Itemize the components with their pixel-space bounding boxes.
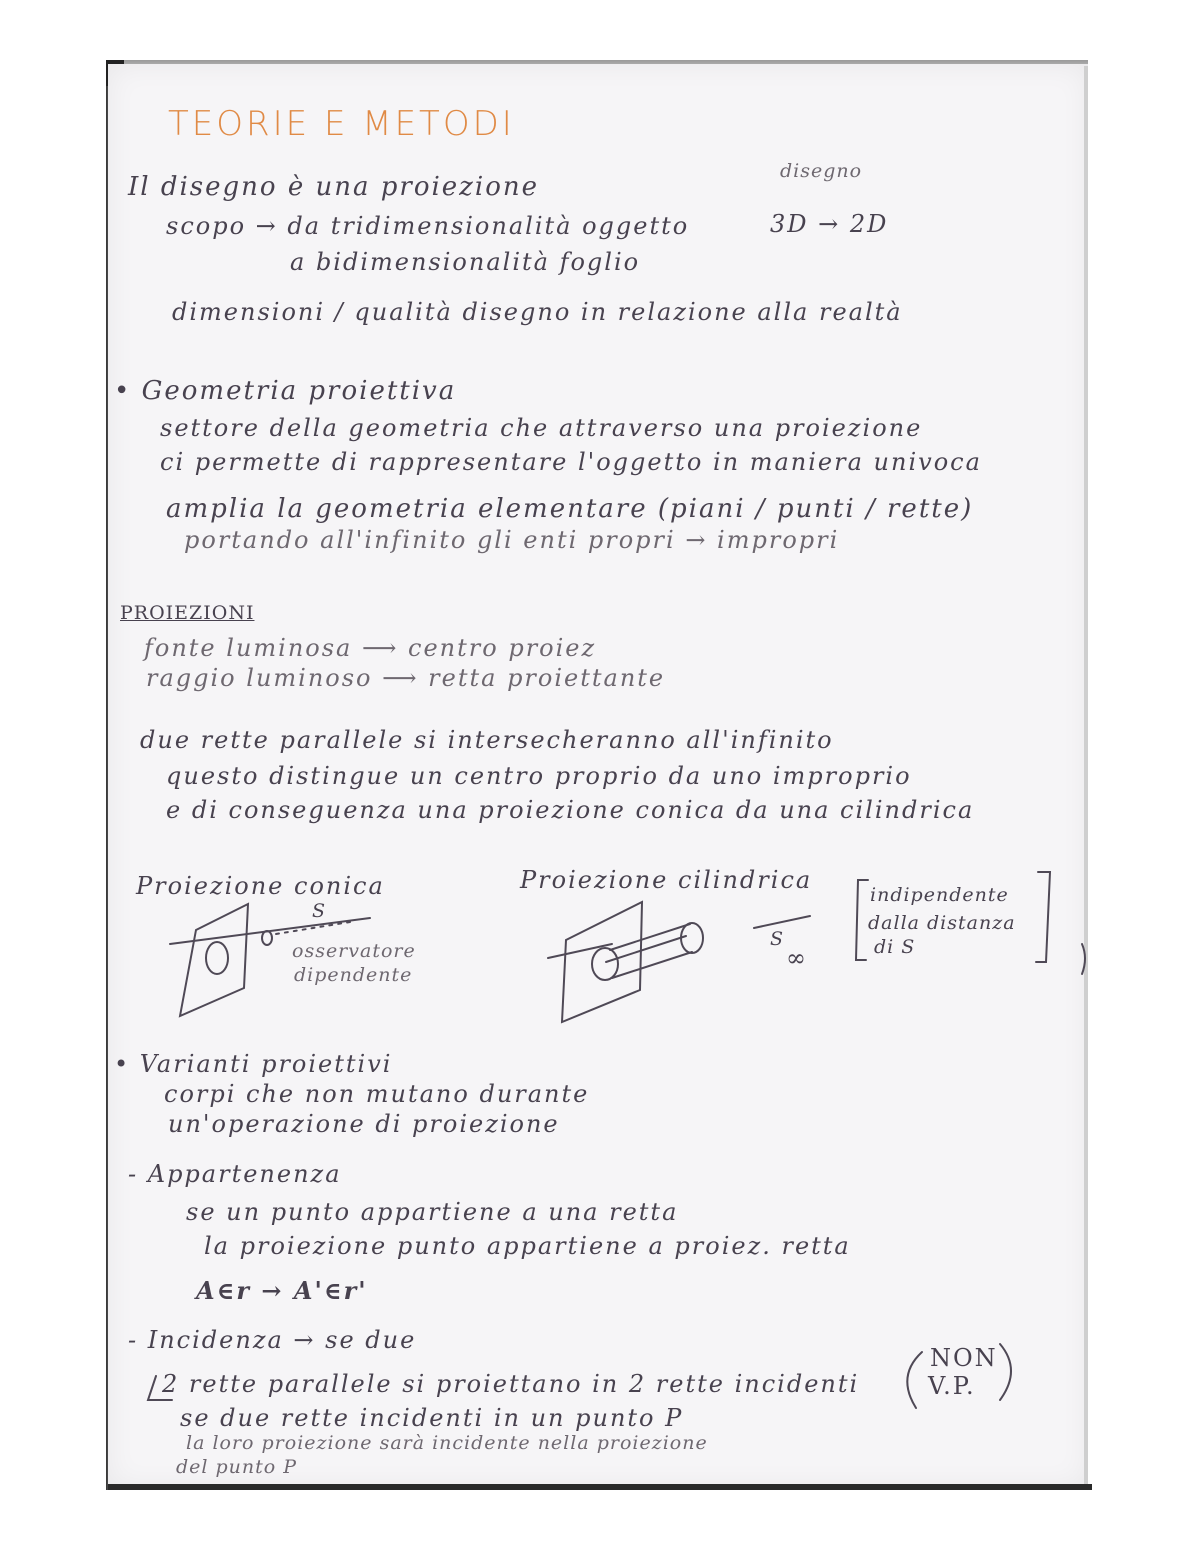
conica-object — [262, 931, 272, 945]
geometria-line-4: portando all'infinito gli enti propri → impropri — [184, 526, 840, 554]
non-vp-paren-left — [907, 1352, 922, 1408]
conica-label: Proiezione conica — [136, 872, 385, 900]
bracket-right — [1036, 872, 1050, 962]
proiezioni-line-3: due rette parallele si intersecheranno all'infinito — [140, 726, 834, 754]
cilindrica-note-1: indipendente — [870, 884, 1009, 906]
geometria-heading: • Geometria proiettiva — [114, 376, 457, 406]
proiezioni-line-1: fonte luminosa ⟶ centro proiez — [144, 634, 597, 662]
page-title: TEORIE E METODI — [168, 104, 515, 144]
intro-note-disegno: disegno — [780, 160, 863, 182]
incidenza-line-2: se due rette incidenti in un punto P — [180, 1404, 684, 1432]
invarianti-line-2: un'operazione di proiezione — [168, 1110, 560, 1138]
appartenenza-heading: - Appartenenza — [128, 1160, 342, 1188]
proiezioni-line-4: questo distingue un centro proprio da uno improprio — [166, 762, 912, 790]
incidenza-line-4: del punto P — [176, 1456, 298, 1478]
intro-line-3: a bidimensionalità foglio — [290, 248, 641, 276]
cilindrica-note-2: dalla distanza — [868, 912, 1016, 934]
incidenza-non: NON — [930, 1344, 998, 1372]
cilindrica-sketch — [548, 872, 1085, 1022]
cilindrica-object — [681, 923, 703, 953]
intro-note-3d2d: 3D → 2D — [770, 210, 889, 238]
geometria-line-3: amplia la geometria elementare (piani / punti / rette) — [166, 494, 974, 524]
conica-s-label: S — [312, 900, 327, 922]
invarianti-heading: • Varianti proiettivi — [114, 1050, 393, 1078]
cilindrica-note-3: di S — [874, 936, 916, 958]
invarianti-line-1: corpi che non mutano durante — [164, 1080, 590, 1108]
intro-scopo: scopo → da tridimensionalità oggetto — [166, 212, 690, 240]
conica-ground-line — [170, 918, 370, 944]
cilindrica-s-label: S — [770, 928, 785, 950]
appartenenza-line-2: la proiezione punto appartiene a proiez. retta — [204, 1232, 851, 1260]
incidenza-heading: - Incidenza → se due — [128, 1326, 417, 1354]
cilindrica-ray-1 — [610, 924, 690, 950]
cilindrica-infinity: ∞ — [786, 944, 808, 972]
margin-mark — [1082, 944, 1085, 974]
appartenenza-line-1: se un punto appartiene a una retta — [186, 1198, 679, 1226]
intro-line-4: dimensioni / qualità disegno in relazione alla realtà — [172, 298, 903, 326]
conica-plane — [180, 904, 248, 1016]
proiezioni-line-2: raggio luminoso ⟶ retta proiettante — [146, 664, 666, 692]
appartenenza-formula: A∈r → A'∈r' — [196, 1276, 368, 1305]
cilindrica-object-image — [592, 948, 618, 980]
incidenza-line-1: 2 rette parallele si proiettano in 2 rette incidenti — [162, 1370, 860, 1398]
incidenza-vp: V.P. — [928, 1372, 976, 1400]
proiezioni-heading: PROIEZIONI — [120, 602, 255, 624]
geometria-line-1: settore della geometria che attraverso una proiezione — [160, 414, 923, 442]
proiezioni-line-5: e di conseguenza una proiezione conica da una cilindrica — [166, 796, 975, 824]
conica-sketch — [170, 904, 370, 1016]
bracket-left — [856, 880, 868, 960]
conica-object-image — [206, 942, 228, 974]
conica-observer-1: osservatore — [292, 940, 416, 962]
cilindrica-plane — [562, 902, 642, 1022]
non-vp-paren-right — [1000, 1344, 1011, 1400]
cilindrica-ground-line — [548, 944, 612, 958]
intro-line-1: Il disegno è una proiezione — [128, 172, 539, 202]
incidenza-line-3: la loro proiezione sarà incidente nella proiezione — [186, 1432, 708, 1454]
cilindrica-label: Proiezione cilindrica — [520, 866, 813, 894]
geometria-line-2: ci permette di rappresentare l'oggetto in maniera univoca — [160, 448, 982, 476]
cilindrica-s-line — [754, 916, 810, 928]
conica-observer-2: dipendente — [294, 964, 413, 986]
